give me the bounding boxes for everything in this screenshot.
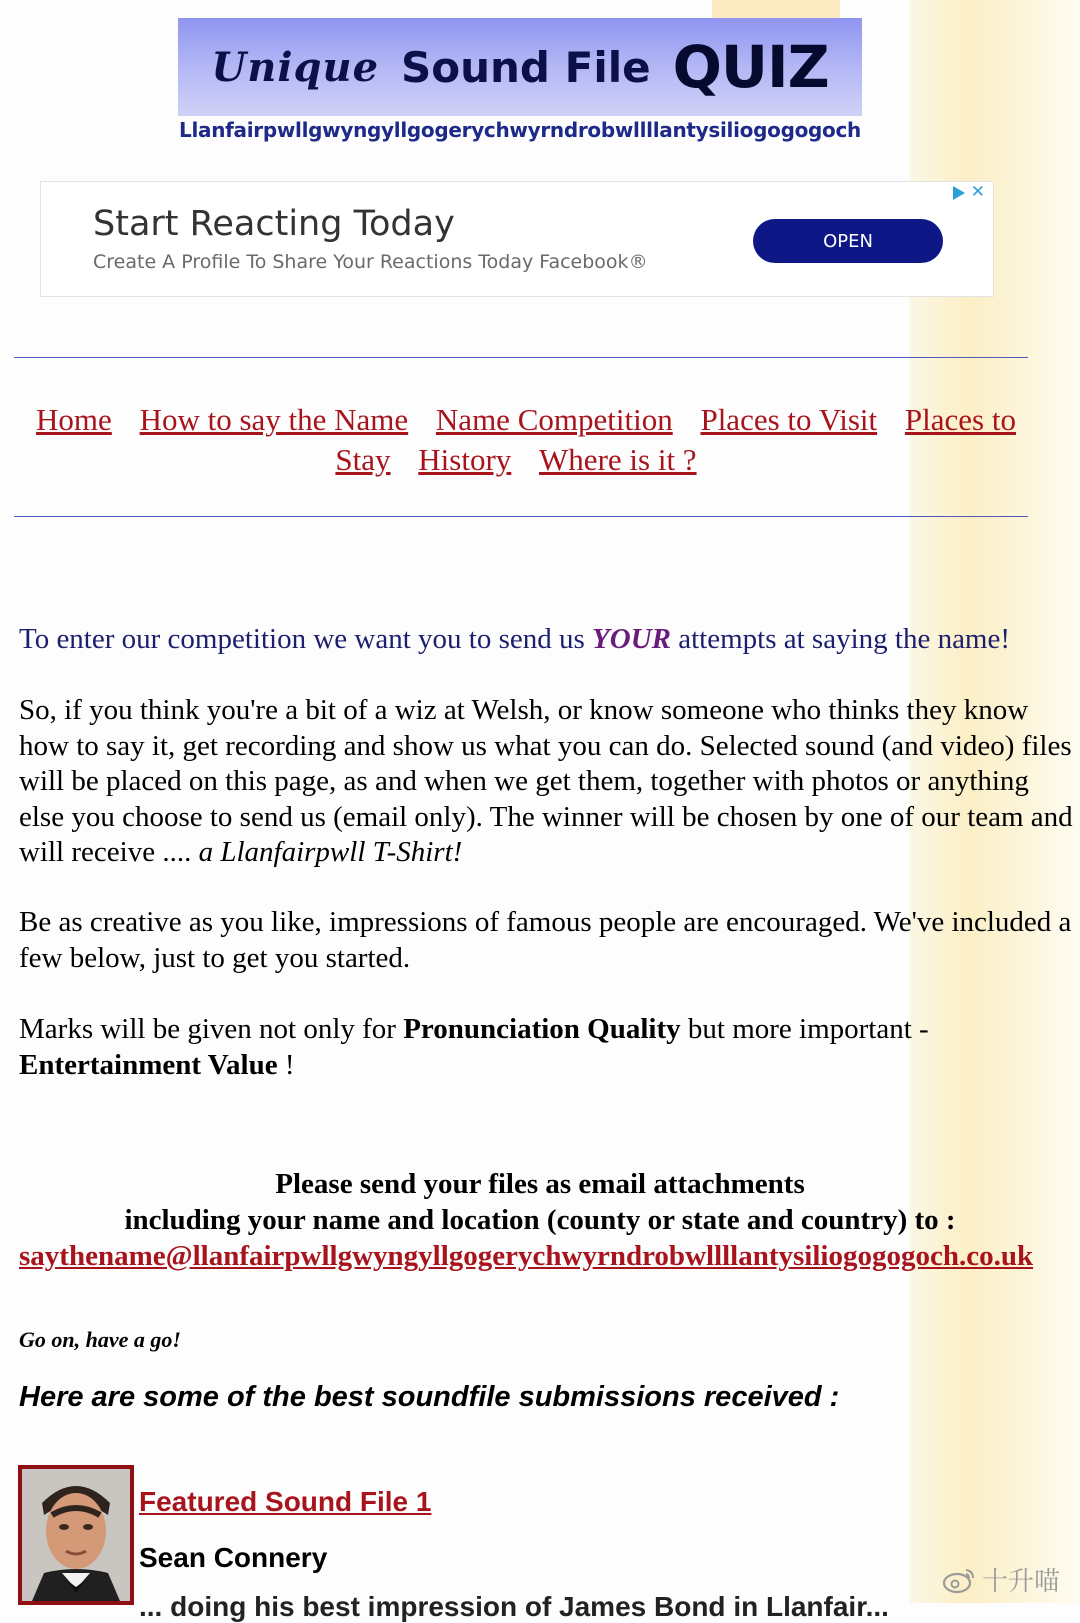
- marks-pre: Marks will be given not only for: [19, 1013, 404, 1045]
- watermark: [942, 1561, 1060, 1598]
- submissions-heading: Here are some of the best soundfile submissions received :: [19, 1381, 840, 1413]
- marks-mid: but more important -: [680, 1013, 929, 1045]
- intro-pre: To enter our competition we want you to send us: [19, 623, 593, 655]
- featured-name: Sean Connery: [139, 1542, 328, 1573]
- banner-word-sound-file: Sound File: [401, 42, 651, 92]
- watermark-text: 十升喵: [981, 1567, 1060, 1597]
- send-instructions: [0, 1166, 1080, 1238]
- email-link[interactable]: saythename@llanfairpwllgwyngyllgogerychwyrndrobwllllantysiliogogogoch.co.uk: [19, 1240, 1034, 1272]
- marks-post: !: [277, 1048, 295, 1081]
- adchoices-icon[interactable]: [953, 186, 965, 200]
- nav-places-to-visit[interactable]: Places to Visit: [700, 402, 878, 437]
- nav-history[interactable]: History: [418, 442, 512, 477]
- intro-text: [19, 622, 1079, 658]
- nav-home[interactable]: Home: [36, 402, 112, 437]
- intro-post: attempts at saying the name!: [670, 623, 1011, 655]
- nav-places-to-stay[interactable]: Places to Stay: [335, 402, 1016, 477]
- ad-panel[interactable]: [40, 181, 994, 297]
- send-line-2: including your name and location (county or state and country) to :: [124, 1204, 956, 1236]
- village-long-name: Llanfairpwllgwyngyllgogerychwyrndrobwllllantysiliogogogoch: [179, 118, 861, 142]
- banner-word-quiz: QUIZ: [672, 33, 829, 101]
- description-text: So, if you think you're a bit of a wiz at Welsh, or know someone who thinks they know how to say it, get recording and show us what you can do. Selected sound (and video) files will be placed on this page, as and when we get them, together with photos or anything else you choose to send us (email only). The winner will be chosen by one of our team and will receive ....: [19, 694, 1073, 868]
- marks-note: [19, 1012, 1079, 1083]
- banner-word-unique: Unique: [211, 43, 380, 91]
- featured-sound-file-link[interactable]: Featured Sound File 1: [139, 1486, 432, 1517]
- marks-pronunciation: Pronunciation Quality: [403, 1013, 681, 1045]
- nav-how-to-say[interactable]: How to say the Name: [139, 402, 409, 437]
- creative-note: Be as creative as you like, impressions of famous people are encouraged. We've included a few below, just to get you started.: [19, 906, 1072, 974]
- ad-icons[interactable]: [953, 184, 985, 201]
- competition-description: [19, 693, 1079, 871]
- close-icon[interactable]: ✕: [970, 182, 985, 202]
- main-nav: [14, 400, 1028, 480]
- go-on-text: Go on, have a go!: [19, 1327, 181, 1352]
- quiz-banner[interactable]: [178, 18, 862, 116]
- prize-text: a Llanfairpwll T-Shirt!: [198, 836, 463, 868]
- ad-title[interactable]: Start Reacting Today: [93, 204, 455, 244]
- marks-entertainment: Entertainment Value: [19, 1048, 278, 1081]
- featured-description: ... doing his best impression of James Bond in Llanfair...: [139, 1591, 889, 1622]
- nav-where-is-it[interactable]: Where is it ?: [539, 442, 697, 477]
- divider-top: [14, 357, 1028, 358]
- divider-bottom: [14, 516, 1028, 517]
- weibo-icon: [942, 1566, 976, 1594]
- intro-emphasis: YOUR: [592, 623, 671, 655]
- send-line-1: Please send your files as email attachments: [275, 1168, 805, 1200]
- ad-open-button[interactable]: OPEN: [753, 219, 943, 263]
- nav-name-competition[interactable]: Name Competition: [435, 402, 673, 437]
- portrait-image: [22, 1469, 130, 1601]
- ad-subtitle[interactable]: Create A Profile To Share Your Reactions Today Facebook®: [93, 251, 648, 273]
- featured-photo[interactable]: [18, 1465, 134, 1605]
